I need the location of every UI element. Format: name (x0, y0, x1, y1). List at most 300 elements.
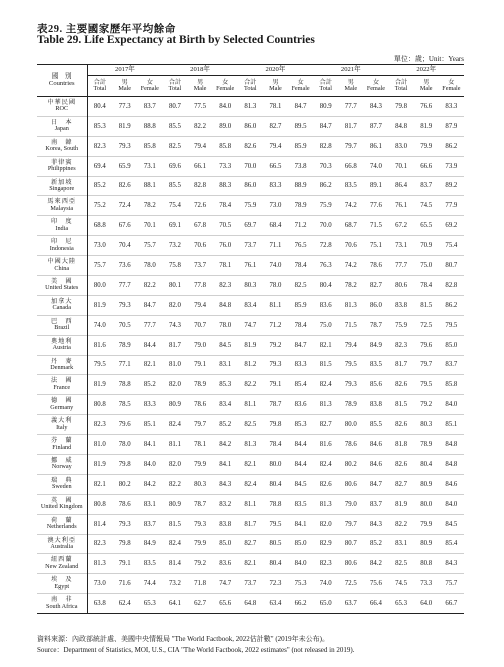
male-header: 男 Male (269, 78, 282, 92)
table-cell: 84.7 (294, 341, 307, 349)
table-cell: 73.7 (244, 242, 257, 250)
table-cell: 82.2 (244, 381, 257, 389)
table-body (37, 97, 464, 614)
table-cell: 64.0 (420, 600, 433, 608)
table-cell: 66.1 (194, 162, 207, 170)
table-cell: 71.5 (344, 321, 357, 329)
table-cell: 81.7 (168, 341, 181, 349)
table-cell: 79.0 (344, 500, 357, 508)
table-cell: 80.9 (420, 540, 433, 548)
table-cell: 81.9 (395, 500, 408, 508)
table-cell: 85.5 (369, 421, 382, 429)
table-cell: 82.7 (395, 480, 408, 488)
table-cell: 79.0 (194, 341, 207, 349)
table-cell: 83.3 (294, 361, 307, 369)
table-cell: 70.5 (219, 222, 232, 230)
country-name: 南 韓 Korea, South (37, 136, 87, 156)
table-cell: 83.4 (244, 301, 257, 309)
table-cell: 68.4 (269, 222, 282, 230)
table-cell: 80.1 (168, 281, 181, 289)
table-row (37, 355, 464, 375)
table-cell: 79.4 (269, 142, 282, 150)
table-cell: 77.1 (118, 361, 131, 369)
table-cell: 74.4 (143, 580, 156, 588)
table-cell: 85.0 (219, 540, 232, 548)
country-name: 新加坡 Singapore (37, 176, 87, 196)
table-cell: 86.1 (369, 142, 382, 150)
table-row (37, 474, 464, 494)
table-cell: 80.0 (93, 281, 106, 289)
table-cell: 84.7 (143, 301, 156, 309)
table-row (37, 116, 464, 136)
table-title-chinese: 表29. 主要國家歷年平均餘命 (37, 24, 176, 35)
table-cell: 80.6 (395, 281, 408, 289)
country-name: 美 國 United States (37, 276, 87, 296)
table-cell: 83.7 (143, 520, 156, 528)
table-cell: 64.8 (244, 600, 257, 608)
female-header: 女 Female (216, 78, 235, 92)
table-cell: 86.2 (445, 142, 458, 150)
table-cell: 85.3 (219, 381, 232, 389)
table-cell: 66.8 (344, 162, 357, 170)
male-header: 男 Male (344, 78, 358, 92)
table-cell: 81.7 (344, 122, 357, 130)
table-cell: 78.0 (219, 321, 232, 329)
table-cell: 82.1 (319, 341, 332, 349)
table-cell: 71.5 (369, 222, 382, 230)
table-cell: 79.8 (395, 102, 408, 110)
table-cell: 75.6 (369, 580, 382, 588)
table-cell: 82.5 (395, 560, 408, 568)
table-cell: 79.8 (118, 540, 131, 548)
table-cell: 83.3 (269, 182, 282, 190)
table-cell: 84.1 (219, 460, 232, 468)
table-cell: 80.9 (319, 102, 332, 110)
table-cell: 62.7 (194, 600, 207, 608)
table-cell: 82.6 (118, 182, 131, 190)
table-cell: 73.0 (269, 202, 282, 210)
table-cell: 77.7 (118, 281, 131, 289)
table-cell: 72.3 (269, 580, 282, 588)
table-cell: 78.9 (118, 341, 131, 349)
table-cell: 84.6 (369, 441, 382, 449)
table-cell: 81.9 (420, 122, 433, 130)
table-cell: 65.9 (118, 162, 131, 170)
table-row (37, 335, 464, 355)
table-cell: 69.7 (244, 222, 257, 230)
table-row (37, 435, 464, 455)
table-cell: 75.4 (168, 202, 181, 210)
table-cell: 81.5 (168, 520, 181, 528)
table-cell: 85.8 (445, 381, 458, 389)
table-cell: 81.5 (395, 401, 408, 409)
table-cell: 81.1 (244, 500, 257, 508)
table-cell: 65.3 (143, 600, 156, 608)
table-cell: 79.9 (420, 142, 433, 150)
table-cell: 87.7 (369, 122, 382, 130)
country-name: 奧地利 Austria (37, 335, 87, 355)
table-cell: 83.7 (369, 500, 382, 508)
table-cell: 85.1 (143, 421, 156, 429)
table-cell: 81.7 (244, 520, 257, 528)
table-cell: 74.0 (319, 580, 332, 588)
country-name: 菲律賓 Philippines (37, 156, 87, 176)
table-cell: 82.2 (168, 480, 181, 488)
table-cell: 71.6 (118, 580, 131, 588)
table-cell: 84.0 (445, 401, 458, 409)
table-cell: 83.1 (143, 500, 156, 508)
table-cell: 79.5 (344, 361, 357, 369)
table-cell: 79.5 (420, 381, 433, 389)
table-cell: 73.1 (395, 242, 408, 250)
year-header: 2018年 (162, 65, 237, 76)
table-cell: 79.3 (118, 520, 131, 528)
table-cell: 65.6 (219, 600, 232, 608)
country-name: 挪 威 Norway (37, 455, 87, 475)
table-cell: 79.1 (118, 560, 131, 568)
table-cell: 79.4 (194, 142, 207, 150)
table-cell: 72.5 (344, 580, 357, 588)
table-cell: 83.7 (420, 182, 433, 190)
table-cell: 82.0 (168, 301, 181, 309)
table-cell: 73.3 (219, 162, 232, 170)
table-cell: 83.1 (219, 361, 232, 369)
table-cell: 70.9 (420, 242, 433, 250)
table-cell: 84.2 (369, 560, 382, 568)
table-cell: 75.0 (420, 262, 433, 269)
table-cell: 73.8 (294, 162, 307, 170)
table-cell: 77.7 (143, 321, 156, 329)
total-header: 合計 Total (394, 78, 408, 92)
table-cell: 84.7 (294, 102, 307, 110)
table-cell: 76.0 (219, 242, 232, 250)
table-cell: 74.5 (395, 580, 408, 588)
table-cell: 68.7 (344, 222, 357, 230)
table-cell: 71.2 (294, 222, 307, 230)
table-cell: 70.7 (194, 321, 207, 329)
table-cell: 79.1 (269, 381, 282, 389)
table-cell: 83.4 (219, 401, 232, 409)
table-cell: 80.6 (344, 560, 357, 568)
table-cell: 78.8 (118, 381, 131, 389)
table-cell: 75.7 (445, 580, 458, 588)
table-cell: 86.2 (319, 182, 332, 190)
life-expectancy-table (37, 64, 464, 614)
table-cell: 80.4 (269, 480, 282, 488)
table-cell: 78.9 (420, 441, 433, 449)
table-cell: 70.6 (344, 242, 357, 250)
table-cell: 80.3 (194, 480, 207, 488)
table-cell: 85.9 (294, 301, 307, 309)
table-cell: 79.3 (118, 301, 131, 309)
table-cell: 73.2 (168, 242, 181, 250)
table-cell: 84.6 (445, 480, 458, 488)
table-cell: 84.1 (294, 520, 307, 528)
table-cell: 85.2 (369, 540, 382, 548)
table-cell: 83.3 (143, 401, 156, 409)
table-cell: 82.3 (319, 560, 332, 568)
table-cell: 78.5 (118, 401, 131, 409)
table-cell: 85.5 (168, 182, 181, 190)
table-cell: 88.9 (294, 182, 307, 190)
table-cell: 84.5 (445, 520, 458, 528)
table-cell: 70.0 (319, 222, 332, 230)
table-cell: 78.9 (194, 381, 207, 389)
female-header: 女 Female (442, 78, 461, 92)
table-cell: 78.6 (344, 441, 357, 449)
country-name: 南 非 South Africa (37, 594, 87, 614)
table-cell: 82.6 (395, 460, 408, 468)
table-cell: 78.6 (369, 262, 382, 269)
table-cell: 85.6 (369, 381, 382, 389)
country-name: 法 國 France (37, 375, 87, 395)
table-cell: 74.2 (344, 202, 357, 210)
table-cell: 75.9 (244, 202, 257, 210)
table-cell: 64.1 (168, 600, 181, 608)
year-header: 2017年 (87, 65, 162, 76)
table-cell: 84.8 (445, 441, 458, 449)
table-cell: 75.8 (168, 262, 181, 269)
table-cell: 80.9 (420, 480, 433, 488)
table-cell: 83.1 (395, 540, 408, 548)
table-row (37, 136, 464, 156)
table-cell: 78.6 (194, 401, 207, 409)
table-cell: 72.8 (319, 242, 332, 250)
table-cell: 83.2 (219, 500, 232, 508)
table-cell: 84.4 (143, 341, 156, 349)
table-cell: 84.2 (219, 441, 232, 449)
table-cell: 85.4 (294, 381, 307, 389)
table-cell: 89.2 (445, 182, 458, 190)
table-cell: 81.9 (93, 460, 106, 468)
table-cell: 66.6 (420, 162, 433, 170)
table-cell: 79.5 (445, 321, 458, 329)
table-cell: 80.8 (420, 560, 433, 568)
table-cell: 81.8 (395, 441, 408, 449)
total-header: 合計 Total (93, 78, 107, 92)
source-note-english: Source：Department of Statistics, MOI, U.S., CIA "The World Factbook, 2022 estimates" (not released in 2019). (37, 646, 355, 654)
country-name: 日 本 Japan (37, 116, 87, 136)
table-cell: 78.7 (269, 401, 282, 409)
table-row (37, 415, 464, 435)
table-cell: 79.2 (269, 341, 282, 349)
table-cell: 73.9 (445, 162, 458, 170)
table-cell: 71.1 (269, 242, 282, 250)
table-cell: 69.2 (445, 222, 458, 230)
table-cell: 84.3 (369, 102, 382, 110)
table-cell: 76.1 (244, 262, 257, 269)
table-cell: 82.8 (194, 182, 207, 190)
table-cell: 82.7 (319, 421, 332, 429)
table-cell: 85.8 (143, 142, 156, 150)
table-cell: 85.2 (143, 381, 156, 389)
table-cell: 81.1 (269, 301, 282, 309)
table-row (37, 315, 464, 335)
table-cell: 81.0 (168, 361, 181, 369)
table-cell: 82.7 (269, 122, 282, 130)
table-cell: 75.4 (445, 242, 458, 250)
table-cell: 78.0 (269, 281, 282, 289)
country-name: 英 國 United Kingdom (37, 494, 87, 514)
table-cell: 81.9 (93, 381, 106, 389)
male-header: 男 Male (419, 78, 433, 92)
table-cell: 86.0 (369, 301, 382, 309)
country-name: 巴 西 Brazil (37, 315, 87, 335)
table-cell: 78.9 (294, 202, 307, 210)
table-cell: 81.4 (93, 520, 106, 528)
table-cell: 82.4 (319, 460, 332, 468)
table-cell: 80.9 (168, 401, 181, 409)
table-cell: 81.3 (319, 401, 332, 409)
table-cell: 68.8 (93, 222, 106, 230)
table-cell: 80.6 (344, 480, 357, 488)
country-name: 荷 蘭 Netherlands (37, 514, 87, 534)
table-cell: 78.1 (194, 441, 207, 449)
table-cell: 78.1 (269, 102, 282, 110)
country-name: 印 度 India (37, 216, 87, 236)
table-cell: 80.8 (93, 401, 106, 409)
table-cell: 79.9 (194, 460, 207, 468)
table-cell: 81.2 (244, 361, 257, 369)
table-cell: 67.6 (118, 222, 131, 230)
table-cell: 82.5 (244, 421, 257, 429)
table-cell: 72.5 (420, 321, 433, 329)
country-name: 芬 蘭 Finland (37, 435, 87, 455)
table-cell: 73.0 (93, 580, 106, 588)
table-cell: 87.9 (445, 122, 458, 130)
table-cell: 89.0 (219, 122, 232, 130)
table-cell: 75.9 (395, 321, 408, 329)
table-cell: 74.7 (219, 580, 232, 588)
table-cell: 85.5 (168, 122, 181, 130)
table-cell: 78.2 (143, 202, 156, 210)
table-row (37, 176, 464, 196)
table-cell: 82.4 (168, 421, 181, 429)
table-cell: 69.6 (168, 162, 181, 170)
table-cell: 77.7 (344, 102, 357, 110)
country-name: 瑞 典 Sweden (37, 474, 87, 494)
table-cell: 82.5 (294, 281, 307, 289)
table-row (37, 494, 464, 514)
table-row (37, 554, 464, 574)
table-cell: 66.2 (294, 600, 307, 608)
table-cell: 82.1 (244, 560, 257, 568)
table-cell: 83.6 (294, 401, 307, 409)
table-cell: 84.3 (369, 520, 382, 528)
table-cell: 85.0 (294, 540, 307, 548)
table-cell: 79.7 (344, 142, 357, 150)
table-cell: 74.0 (269, 262, 282, 269)
total-header: 合計 Total (168, 78, 182, 92)
table-cell: 81.5 (420, 301, 433, 309)
table-row (37, 455, 464, 475)
table-row (37, 594, 464, 614)
table-cell: 80.4 (269, 560, 282, 568)
table-cell: 83.6 (319, 301, 332, 309)
table-cell: 73.7 (194, 262, 207, 269)
table-cell: 84.3 (219, 480, 232, 488)
table-cell: 84.4 (294, 441, 307, 449)
table-cell: 82.0 (319, 520, 332, 528)
table-cell: 79.5 (93, 361, 106, 369)
table-cell: 85.9 (294, 142, 307, 150)
table-cell: 71.8 (194, 580, 207, 588)
table-cell: 82.4 (319, 381, 332, 389)
country-name: 義大利 Italy (37, 415, 87, 435)
table-cell: 82.6 (244, 142, 257, 150)
table-row (37, 236, 464, 256)
country-name: 中華民國 ROC (37, 97, 87, 117)
table-cell: 83.8 (395, 301, 408, 309)
country-name: 德 國 Germany (37, 395, 87, 415)
table-cell: 84.1 (143, 441, 156, 449)
table-cell: 78.4 (269, 441, 282, 449)
table-cell: 82.0 (168, 381, 181, 389)
table-cell: 74.2 (344, 262, 357, 269)
country-name: 馬來西亞 Malaysia (37, 196, 87, 216)
table-cell: 70.3 (319, 162, 332, 170)
table-row (37, 574, 464, 594)
table-row (37, 534, 464, 554)
table-cell: 85.4 (445, 540, 458, 548)
table-cell: 78.9 (344, 401, 357, 409)
table-cell: 82.4 (244, 480, 257, 488)
table-cell: 83.5 (294, 500, 307, 508)
table-cell: 70.5 (118, 321, 131, 329)
table-cell: 85.8 (219, 142, 232, 150)
table-cell: 80.7 (445, 262, 458, 269)
table-cell: 79.3 (344, 381, 357, 389)
table-cell: 81.3 (319, 500, 332, 508)
table-row (37, 156, 464, 176)
table-cell: 66.5 (269, 162, 282, 170)
table-cell: 80.7 (344, 540, 357, 548)
table-cell: 77.9 (445, 202, 458, 210)
table-cell: 80.2 (344, 460, 357, 468)
table-title-english: Table 29. Life Expectancy at Birth by Selected Countries (37, 34, 315, 46)
country-name: 紐西蘭 New Zealand (37, 554, 87, 574)
table-cell: 65.0 (319, 600, 332, 608)
table-cell: 65.3 (395, 600, 408, 608)
total-header: 合計 Total (244, 78, 257, 92)
table-cell: 74.3 (168, 321, 181, 329)
table-cell: 88.3 (219, 182, 232, 190)
table-cell: 66.4 (369, 600, 382, 608)
female-header: 女 Female (291, 78, 310, 92)
table-cell: 80.4 (319, 281, 332, 289)
table-cell: 82.4 (168, 540, 181, 548)
table-cell: 84.0 (143, 460, 156, 468)
table-cell: 82.7 (244, 540, 257, 548)
year-header: 2022年 (389, 65, 465, 76)
table-cell: 77.5 (194, 102, 207, 110)
table-cell: 77.8 (194, 281, 207, 289)
table-cell: 83.7 (445, 361, 458, 369)
table-cell: 78.2 (344, 281, 357, 289)
table-cell: 73.3 (420, 580, 433, 588)
table-cell: 73.7 (244, 580, 257, 588)
table-cell: 81.3 (344, 301, 357, 309)
table-cell: 75.7 (93, 262, 106, 269)
table-cell: 82.1 (93, 480, 106, 488)
table-cell: 82.0 (168, 460, 181, 468)
table-cell: 82.1 (244, 460, 257, 468)
table-cell: 81.9 (93, 301, 106, 309)
table-cell: 84.2 (143, 480, 156, 488)
table-cell: 86.0 (244, 122, 257, 130)
table-row (37, 216, 464, 236)
year-header: 2021年 (313, 65, 388, 76)
